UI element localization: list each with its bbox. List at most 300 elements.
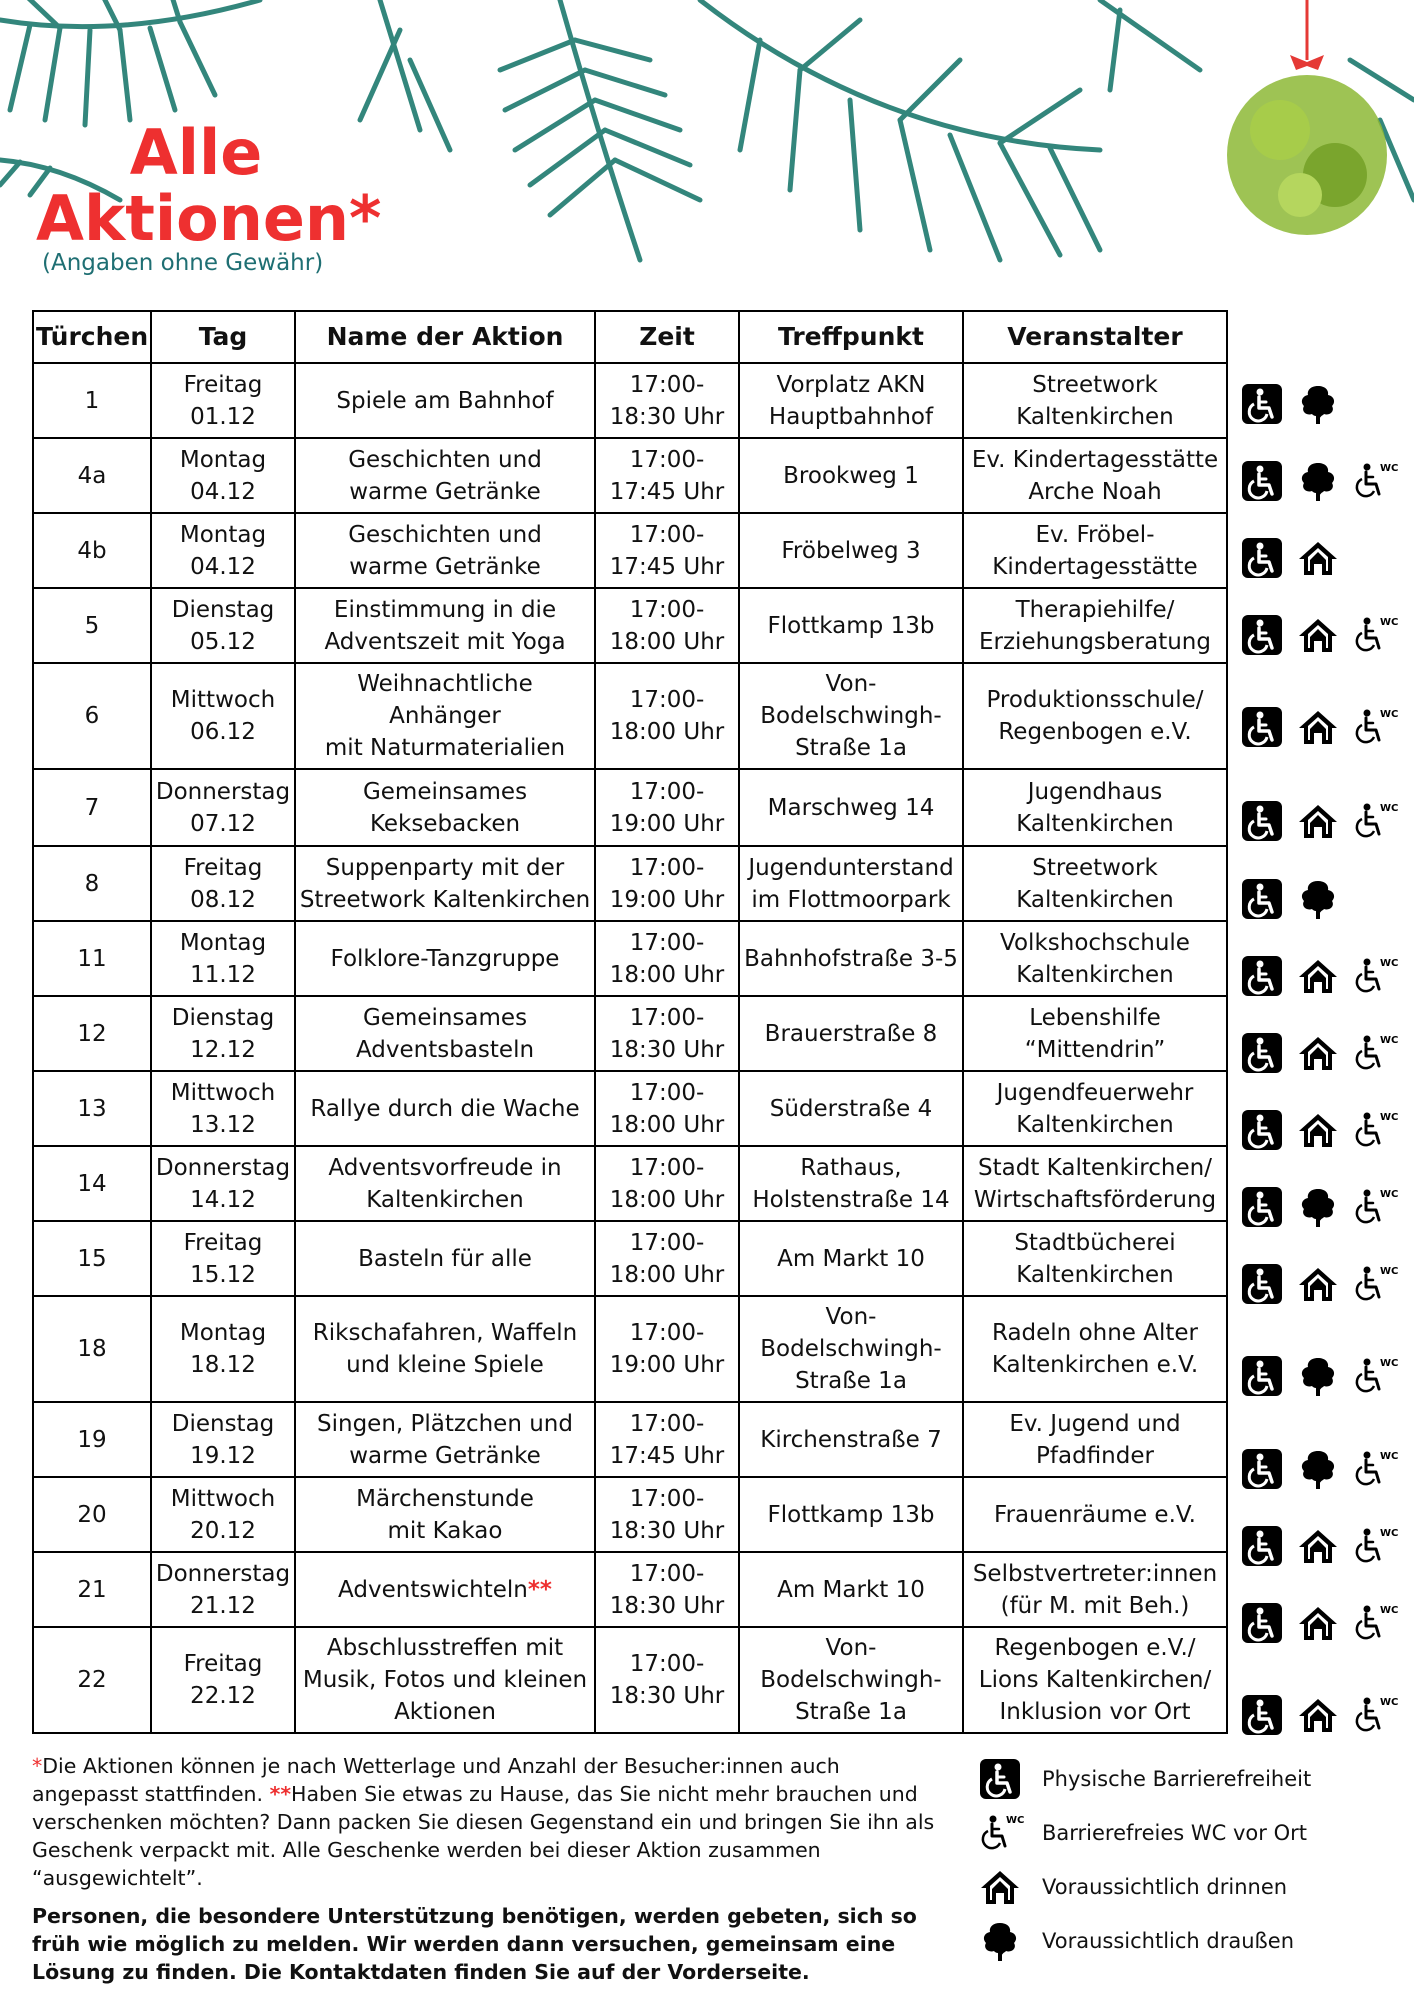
cell-org-line: Ev. Fröbel-	[1035, 521, 1155, 548]
table-header-row	[33, 311, 1227, 363]
cell-name	[295, 438, 595, 513]
cell-org-line: (für M. mit Beh.)	[1000, 1592, 1190, 1619]
cell-name	[295, 1221, 595, 1296]
cell-time-line: 17:00-	[629, 1560, 705, 1587]
cell-day	[151, 663, 295, 769]
row-icons	[1240, 1601, 1399, 1645]
cell-time-line: 17:00-	[629, 596, 705, 623]
cell-org-line: “Mittendrin”	[1024, 1036, 1166, 1063]
cell-place	[739, 663, 963, 769]
cell-name-line: Streetwork Kaltenkirchen	[299, 886, 591, 913]
cell-org	[963, 513, 1227, 588]
cell-place-line: Rathaus,	[800, 1154, 902, 1181]
footnote-double-star: **	[269, 1782, 292, 1806]
cell-org-line: Jugendfeuerwehr	[996, 1079, 1194, 1106]
house-icon	[1296, 613, 1340, 657]
cell-name	[295, 513, 595, 588]
cell-place-line: Flottkamp 13b	[767, 1501, 935, 1528]
cell-place	[739, 1552, 963, 1627]
cell-place-line: Kirchenstraße 7	[760, 1426, 942, 1453]
cell-place	[739, 363, 963, 438]
cell-name-line: Rikschafahren, Waffeln	[312, 1320, 578, 1346]
table-row	[33, 1402, 1227, 1477]
legend-label: Physische Barrierefreiheit	[1042, 1767, 1312, 1791]
cell-name-line: Einstimmung in die	[333, 596, 557, 623]
cell-day-line: 11.12	[190, 961, 256, 988]
cell-time	[595, 1477, 739, 1552]
cell-place	[739, 1296, 963, 1402]
cell-day	[151, 1627, 295, 1733]
table-row	[33, 663, 1227, 769]
cell-day	[151, 1477, 295, 1552]
cell-name-line: Kaltenkirchen	[366, 1186, 524, 1213]
cell-place	[739, 1477, 963, 1552]
cell-door-line: 21	[77, 1576, 107, 1603]
tree-icon	[1296, 1354, 1340, 1398]
cell-place	[739, 588, 963, 663]
cell-place-line: Süderstraße 4	[769, 1095, 933, 1122]
table-row	[33, 1296, 1227, 1402]
cell-day-line: Freitag	[183, 854, 263, 881]
cell-time	[595, 769, 739, 846]
cell-time-line: 18:00 Uhr	[609, 961, 725, 988]
cell-name	[295, 588, 595, 663]
cell-org	[963, 769, 1227, 846]
cell-org-line: Kaltenkirchen e.V.	[991, 1352, 1199, 1378]
row-icons	[1240, 1693, 1399, 1737]
accessible-wc-icon	[978, 1811, 1025, 1855]
cell-place	[739, 1221, 963, 1296]
cell-time-line: 17:00-	[629, 1229, 705, 1256]
svg-text:WC: WC	[1380, 1111, 1399, 1123]
cell-name-line: warme Getränke	[349, 553, 541, 580]
cell-time-line: 17:00-	[629, 1004, 705, 1031]
cell-time	[595, 1402, 739, 1477]
cell-name-line: Gemeinsames	[362, 778, 528, 805]
accessible-icon	[1240, 705, 1284, 749]
icon-legend	[978, 1752, 1398, 1968]
table-row	[33, 363, 1227, 438]
svg-text:WC: WC	[1380, 957, 1399, 969]
cell-place	[739, 996, 963, 1071]
footnote-text	[32, 1752, 947, 1892]
cell-time-line: 17:45 Uhr	[609, 478, 725, 505]
cell-time-line: 18:00 Uhr	[609, 628, 725, 655]
tree-icon	[1296, 382, 1340, 426]
cell-door	[33, 438, 151, 513]
cell-day-line: 14.12	[190, 1186, 256, 1213]
tree-icon	[1296, 459, 1340, 503]
accessible-wc-icon	[1352, 1185, 1399, 1229]
svg-text:WC: WC	[1380, 1188, 1399, 1200]
cell-place-line: Bodelschwingh-	[760, 703, 942, 729]
house-icon	[1296, 1601, 1340, 1645]
cell-door-line: 4a	[77, 462, 107, 489]
cell-name	[295, 996, 595, 1071]
cell-place	[739, 921, 963, 996]
cell-name-line: Keksebacken	[369, 810, 521, 837]
cell-day-line: 08.12	[190, 886, 256, 913]
cell-day-line: Montag	[179, 929, 267, 956]
cell-name-line: Singen, Plätzchen und	[317, 1410, 573, 1437]
accessible-wc-icon	[1352, 459, 1399, 503]
cell-org-line: Lions Kaltenkirchen/	[978, 1667, 1212, 1693]
cell-day-line: 06.12	[190, 719, 256, 745]
cell-name-line: warme Getränke	[349, 1442, 541, 1469]
cell-name	[295, 363, 595, 438]
cell-org-line: Jugendhaus	[1027, 778, 1163, 805]
cell-place	[739, 1627, 963, 1733]
footnotes	[32, 1752, 947, 1986]
cell-place-line: Am Markt 10	[777, 1245, 925, 1272]
cell-place-line: im Flottmoorpark	[751, 886, 951, 913]
events-table	[32, 310, 1228, 1734]
tree-icon	[1296, 1447, 1340, 1491]
cell-door	[33, 1477, 151, 1552]
cell-day	[151, 1146, 295, 1221]
cell-door-line: 14	[77, 1170, 107, 1197]
cell-org-line: Therapiehilfe/	[1015, 596, 1175, 623]
cell-door	[33, 1221, 151, 1296]
cell-place	[739, 846, 963, 921]
legend-label: Voraussichtlich drinnen	[1042, 1875, 1288, 1899]
cell-org-line: Selbstvertreter:innen	[972, 1560, 1218, 1587]
cell-place-line: Vorplatz AKN	[776, 371, 926, 398]
cell-place	[739, 1402, 963, 1477]
footnote-star: *	[32, 1754, 43, 1778]
header-day: Tag	[151, 311, 295, 363]
cell-door-line: 6	[84, 703, 100, 729]
accessible-icon	[1240, 1031, 1284, 1075]
svg-text:WC: WC	[1380, 802, 1399, 814]
row-icons	[1240, 1262, 1399, 1306]
row-icons	[1240, 1108, 1399, 1152]
cell-door-line: 18	[77, 1336, 107, 1362]
cell-day-line: 20.12	[190, 1517, 256, 1544]
header-organizer: Veranstalter	[963, 311, 1227, 363]
cell-place-line: Brookweg 1	[783, 462, 919, 489]
cell-time	[595, 921, 739, 996]
cell-name	[295, 663, 595, 769]
cell-day-line: Mittwoch	[170, 1079, 276, 1106]
table-row	[33, 1146, 1227, 1221]
cell-name	[295, 1552, 595, 1627]
cell-name-line: Suppenparty mit der	[325, 854, 565, 881]
cell-place-line: Brauerstraße 8	[764, 1020, 938, 1047]
cell-place-line: Von-	[825, 1635, 877, 1661]
accessible-icon	[1240, 459, 1284, 503]
accessible-wc-icon	[1352, 1031, 1399, 1075]
accessible-wc-icon	[1352, 705, 1399, 749]
cell-door	[33, 588, 151, 663]
cell-place-line: Marschweg 14	[767, 794, 935, 821]
cell-door	[33, 663, 151, 769]
cell-place	[739, 1146, 963, 1221]
cell-day-line: Mittwoch	[170, 687, 276, 713]
cell-name	[295, 921, 595, 996]
cell-day-line: 19.12	[190, 1442, 256, 1469]
row-icons	[1240, 705, 1399, 749]
accessible-wc-icon	[1352, 1354, 1399, 1398]
cell-name-line: Weihnachtliche Anhänger	[357, 671, 533, 729]
cell-day	[151, 1402, 295, 1477]
accessible-icon	[1240, 536, 1284, 580]
cell-door-line: 19	[77, 1426, 107, 1453]
cell-org-line: Kaltenkirchen	[1016, 886, 1174, 913]
accessible-icon	[1240, 1185, 1284, 1229]
accessible-icon	[1240, 799, 1284, 843]
cell-door	[33, 996, 151, 1071]
cell-time-line: 17:00-	[629, 1651, 705, 1677]
cell-place-line: Straße 1a	[795, 1699, 907, 1725]
house-icon	[1296, 954, 1340, 998]
table-row	[33, 1552, 1227, 1627]
header-door: Türchen	[33, 311, 151, 363]
house-icon	[1296, 705, 1340, 749]
cell-time-line: 17:45 Uhr	[609, 553, 725, 580]
cell-time-line: 17:00-	[629, 1485, 705, 1512]
cell-time-line: 18:30 Uhr	[609, 1036, 725, 1063]
cell-name-line: Rallye durch die Wache	[310, 1095, 580, 1122]
legend-label: Barrierefreies WC vor Ort	[1042, 1821, 1307, 1845]
cell-day-line: Montag	[179, 521, 267, 548]
cell-day-line: 12.12	[190, 1036, 256, 1063]
svg-text:WC: WC	[1380, 1527, 1399, 1539]
cell-org-line: Kaltenkirchen	[1016, 1111, 1174, 1138]
cell-time-line: 17:45 Uhr	[609, 1442, 725, 1469]
cell-time-line: 19:00 Uhr	[609, 886, 725, 913]
accessible-wc-icon	[1352, 1693, 1399, 1737]
cell-place-line: Bodelschwingh-	[760, 1336, 942, 1362]
cell-name-line: Geschichten und	[348, 446, 542, 473]
svg-text:WC: WC	[1380, 1034, 1399, 1046]
cell-door-line: 8	[84, 870, 100, 897]
header-place: Treffpunkt	[739, 311, 963, 363]
cell-day	[151, 1296, 295, 1402]
cell-day	[151, 996, 295, 1071]
cell-time-line: 18:00 Uhr	[609, 1261, 725, 1288]
accessible-wc-icon	[1352, 954, 1399, 998]
cell-name	[295, 846, 595, 921]
svg-text:WC: WC	[1006, 1815, 1025, 1826]
cell-time-line: 18:00 Uhr	[609, 1186, 725, 1213]
cell-time	[595, 1627, 739, 1733]
cell-day-line: Freitag	[183, 1651, 263, 1677]
cell-org-line: Volkshochschule	[1000, 929, 1190, 956]
cell-door-line: 13	[77, 1095, 107, 1122]
accessible-wc-icon	[1352, 799, 1399, 843]
svg-text:WC: WC	[1380, 1358, 1399, 1369]
cell-name-line: Adventsvorfreude in	[328, 1154, 562, 1181]
cell-door-line: 5	[84, 612, 100, 639]
accessible-icon	[1240, 1447, 1284, 1491]
page-title	[36, 116, 382, 255]
row-icons	[1240, 1031, 1399, 1075]
house-icon	[1296, 1262, 1340, 1306]
cell-name-line: und kleine Spiele	[346, 1352, 544, 1378]
cell-door	[33, 1071, 151, 1146]
cell-day-line: Donnerstag	[155, 778, 291, 805]
accessible-icon	[1240, 1108, 1284, 1152]
cell-name	[295, 1296, 595, 1402]
subtitle: (Angaben ohne Gewähr)	[42, 250, 324, 276]
cell-day-line: 22.12	[190, 1683, 256, 1709]
legend-item	[978, 1914, 1398, 1968]
cell-name-line: Aktionen	[394, 1699, 496, 1725]
row-icons	[1240, 459, 1399, 503]
svg-text:WC: WC	[1380, 1265, 1399, 1277]
cell-door-line: 11	[77, 945, 107, 972]
cell-place-line: Straße 1a	[795, 735, 907, 761]
cell-place-line: Flottkamp 13b	[767, 612, 935, 639]
cell-day-line: Dienstag	[171, 596, 275, 623]
svg-text:WC: WC	[1380, 1697, 1399, 1708]
tree-icon	[978, 1919, 1022, 1963]
cell-name-line: mit Kakao	[387, 1517, 503, 1544]
cell-org	[963, 1627, 1227, 1733]
cell-org	[963, 363, 1227, 438]
cell-place-line: Bahnhofstraße 3-5	[744, 945, 958, 972]
cell-org-line: Regenbogen e.V./	[994, 1635, 1196, 1661]
table-row	[33, 846, 1227, 921]
accessible-icon	[1240, 877, 1284, 921]
cell-day-line: Freitag	[183, 1229, 263, 1256]
legend-label: Voraussichtlich draußen	[1042, 1929, 1294, 1953]
accessible-wc-icon	[1352, 1262, 1399, 1306]
cell-org-line: Streetwork	[1032, 854, 1158, 881]
row-icons	[1240, 1354, 1399, 1398]
cell-day-line: 21.12	[190, 1592, 256, 1619]
cell-name-line: warme Getränke	[349, 478, 541, 505]
cell-name-line: Geschichten und	[348, 521, 542, 548]
accessible-wc-icon	[1352, 1601, 1399, 1645]
cell-time-line: 19:00 Uhr	[609, 1352, 725, 1378]
svg-text:WC: WC	[1380, 616, 1399, 628]
cell-org	[963, 1221, 1227, 1296]
table-row	[33, 921, 1227, 996]
cell-time	[595, 1221, 739, 1296]
cell-place-line: Straße 1a	[795, 1368, 907, 1394]
cell-day-line: Donnerstag	[155, 1560, 291, 1587]
cell-time-line: 18:30 Uhr	[609, 1517, 725, 1544]
cell-time-line: 17:00-	[629, 1079, 705, 1106]
cell-time-line: 17:00-	[629, 854, 705, 881]
cell-day-line: 15.12	[190, 1261, 256, 1288]
svg-text:WC: WC	[1380, 709, 1399, 720]
cell-org	[963, 1402, 1227, 1477]
accessible-icon	[1240, 613, 1284, 657]
cell-day-line: 01.12	[190, 403, 256, 430]
cell-time-line: 17:00-	[629, 446, 705, 473]
cell-door	[33, 1146, 151, 1221]
row-icons	[1240, 1524, 1399, 1568]
cell-time-line: 18:30 Uhr	[609, 1592, 725, 1619]
cell-org-line: Wirtschaftsförderung	[973, 1186, 1217, 1213]
accessible-icon	[1240, 1262, 1284, 1306]
accessible-icon	[1240, 1601, 1284, 1645]
cell-day-line: Montag	[179, 446, 267, 473]
accessible-wc-icon	[1352, 1108, 1399, 1152]
cell-name	[295, 1071, 595, 1146]
house-icon	[978, 1865, 1022, 1909]
table-row	[33, 1221, 1227, 1296]
cell-time-line: 18:00 Uhr	[609, 1111, 725, 1138]
house-icon	[1296, 799, 1340, 843]
cell-org-line: Ev. Kindertagesstätte	[971, 446, 1219, 473]
table-row	[33, 438, 1227, 513]
cell-time-line: 18:00 Uhr	[609, 719, 725, 745]
cell-org	[963, 921, 1227, 996]
cell-day-line: Dienstag	[171, 1004, 275, 1031]
table-row	[33, 513, 1227, 588]
cell-day	[151, 1071, 295, 1146]
cell-day	[151, 588, 295, 663]
cell-place-line: Von-	[825, 671, 877, 697]
cell-door-line: 1	[84, 387, 100, 414]
cell-place-line: Jugendunterstand	[748, 854, 954, 881]
tree-icon	[1296, 877, 1340, 921]
cell-door	[33, 1552, 151, 1627]
cell-org-line: Streetwork	[1032, 371, 1158, 398]
cell-org-line: Kaltenkirchen	[1016, 810, 1174, 837]
cell-time-line: 17:00-	[629, 687, 705, 713]
footnote-1: Die Aktionen können je nach Wetterlage und Anzahl der Besucher:innen auch angepasst stattfinden.	[32, 1754, 840, 1806]
cell-place	[739, 513, 963, 588]
cell-door-line: 20	[77, 1501, 107, 1528]
row-icons	[1240, 1185, 1399, 1229]
cell-place-line: Holstenstraße 14	[752, 1186, 950, 1213]
row-icons	[1240, 613, 1399, 657]
cell-name-line: Adventsbasteln	[355, 1036, 535, 1063]
cell-name-line: Folklore-Tanzgruppe	[330, 945, 560, 972]
cell-day-line: Dienstag	[171, 1410, 275, 1437]
table-row	[33, 996, 1227, 1071]
legend-item	[978, 1806, 1398, 1860]
cell-org	[963, 663, 1227, 769]
cell-day	[151, 1552, 295, 1627]
cell-time-line: 17:00-	[629, 929, 705, 956]
accessible-icon	[1240, 382, 1284, 426]
cell-day-line: 04.12	[190, 478, 256, 505]
accessible-icon	[1240, 1354, 1284, 1398]
cell-day	[151, 846, 295, 921]
cell-name	[295, 1402, 595, 1477]
accessible-icon	[978, 1757, 1022, 1801]
cell-name-line: Märchenstunde	[356, 1485, 534, 1512]
cell-day	[151, 513, 295, 588]
cell-day-line: Mittwoch	[170, 1485, 276, 1512]
house-icon	[1296, 536, 1340, 580]
cell-org	[963, 1146, 1227, 1221]
title-line-1: Alle	[129, 116, 263, 189]
cell-time	[595, 1146, 739, 1221]
svg-text:WC: WC	[1380, 1450, 1399, 1462]
row-icons	[1240, 954, 1399, 998]
house-icon	[1296, 1108, 1340, 1152]
cell-day	[151, 438, 295, 513]
table-row	[33, 588, 1227, 663]
accessible-icon	[1240, 954, 1284, 998]
cell-name-line: Musik, Fotos und kleinen	[302, 1667, 588, 1693]
cell-day-line: 07.12	[190, 810, 256, 837]
cell-door	[33, 921, 151, 996]
svg-text:WC: WC	[1380, 462, 1399, 474]
accessible-wc-icon	[1352, 1524, 1399, 1568]
cell-org	[963, 846, 1227, 921]
cell-day-line: 04.12	[190, 553, 256, 580]
cell-org	[963, 1552, 1227, 1627]
legend-item	[978, 1860, 1398, 1914]
